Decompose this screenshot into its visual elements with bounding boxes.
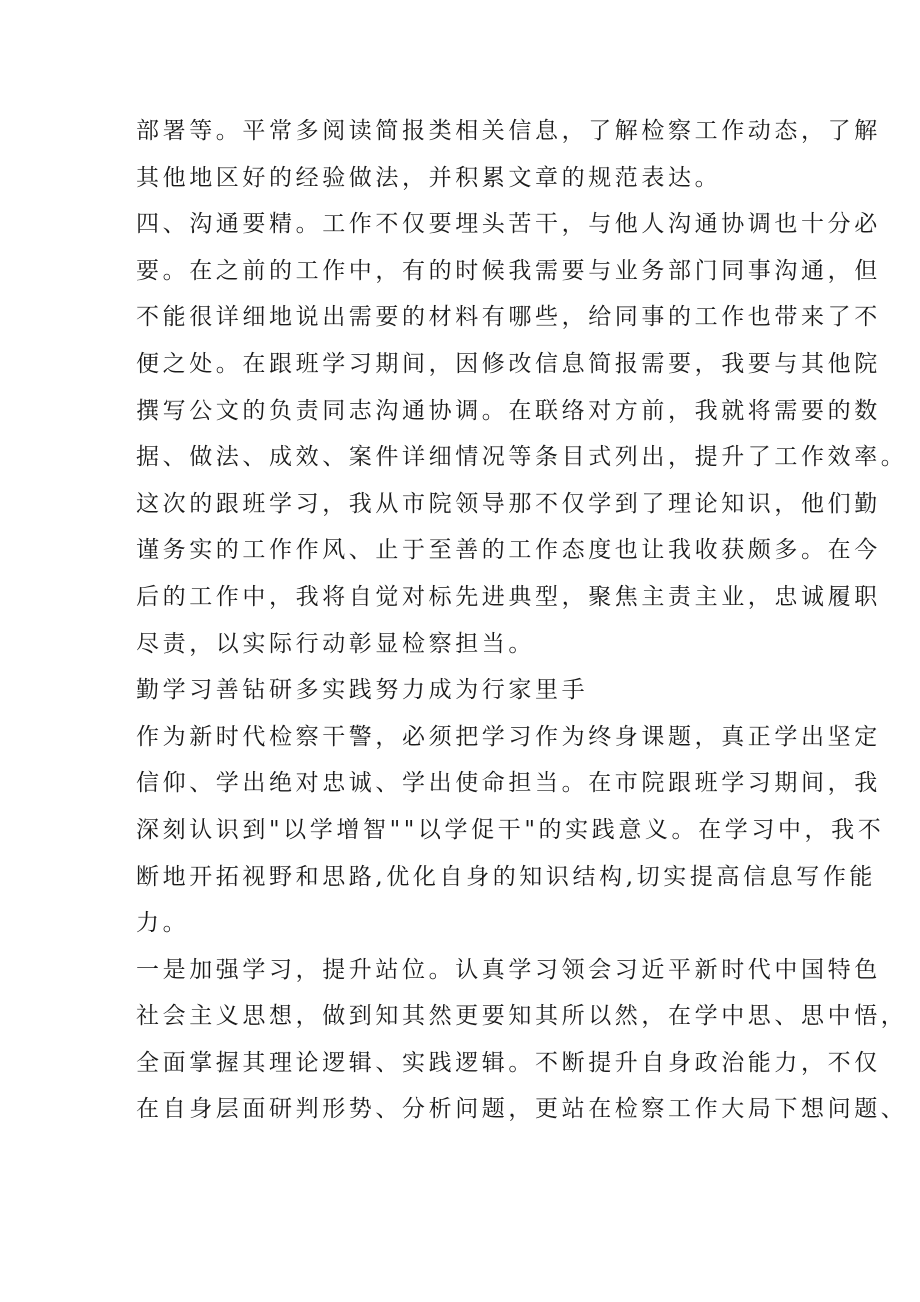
text-line-22: 在自身层面研判形势、分析问题，更站在检察工作大局下想问题、 xyxy=(136,1096,908,1123)
text-line-4: 要。在之前的工作中，有的时候我需要与业务部门同事沟通，但 xyxy=(136,257,881,284)
text-line-6: 便之处。在跟班学习期间，因修改信息简报需要，我要与其他院 xyxy=(136,350,881,377)
text-line-1: 部署等。平常多阅读简报类相关信息，了解检察工作动态，了解 xyxy=(136,118,881,144)
text-line-10: 谨务实的工作作风、止于至善的工作态度也让我收获颇多。在今 xyxy=(136,537,881,564)
text-line-18: 力。 xyxy=(136,910,190,937)
text-line-19: 一是加强学习，提升站位。认真学习领会习近平新时代中国特色 xyxy=(136,956,881,983)
text-line-17: 断地开拓视野和思路,优化自身的知识结构,切实提高信息写作能 xyxy=(136,863,877,890)
section-heading: 勤学习善钻研多实践努力成为行家里手 xyxy=(136,677,589,704)
document-body xyxy=(136,108,908,1133)
text-line-11: 后的工作中，我将自觉对标先进典型，聚焦主责主业，忠诚履职 xyxy=(136,583,881,610)
text-line-15: 信仰、学出绝对忠诚、学出使命担当。在市院跟班学习期间，我 xyxy=(136,770,881,797)
text-line-12: 尽责，以实际行动彰显检察担当。 xyxy=(136,630,535,657)
text-line-3: 四、沟通要精。工作不仅要埋头苦干，与他人沟通协调也十分必 xyxy=(136,211,881,238)
text-line-21: 全面掌握其理论逻辑、实践逻辑。不断提升自身政治能力，不仅 xyxy=(136,1049,881,1076)
text-line-20: 社会主义思想，做到知其然更要知其所以然，在学中思、思中悟， xyxy=(136,1003,908,1030)
text-line-7: 撰写公文的负责同志沟通协调。在联络对方前，我就将需要的数 xyxy=(136,397,881,424)
text-line-8: 据、做法、成效、案件详细情况等条目式列出，提升了工作效率。 xyxy=(136,444,908,471)
text-line-2: 其他地区好的经验做法，并积累文章的规范表达。 xyxy=(136,164,722,191)
text-line-16: 深刻认识到"以学增智""以学促干"的实践意义。在学习中，我不 xyxy=(136,816,885,843)
text-line-14: 作为新时代检察干警，必须把学习作为终身课题，真正学出坚定 xyxy=(136,723,881,750)
text-line-5: 不能很详细地说出需要的材料有哪些，给同事的工作也带来了不 xyxy=(136,304,881,331)
text-line-9: 这次的跟班学习，我从市院领导那不仅学到了理论知识，他们勤 xyxy=(136,490,881,517)
